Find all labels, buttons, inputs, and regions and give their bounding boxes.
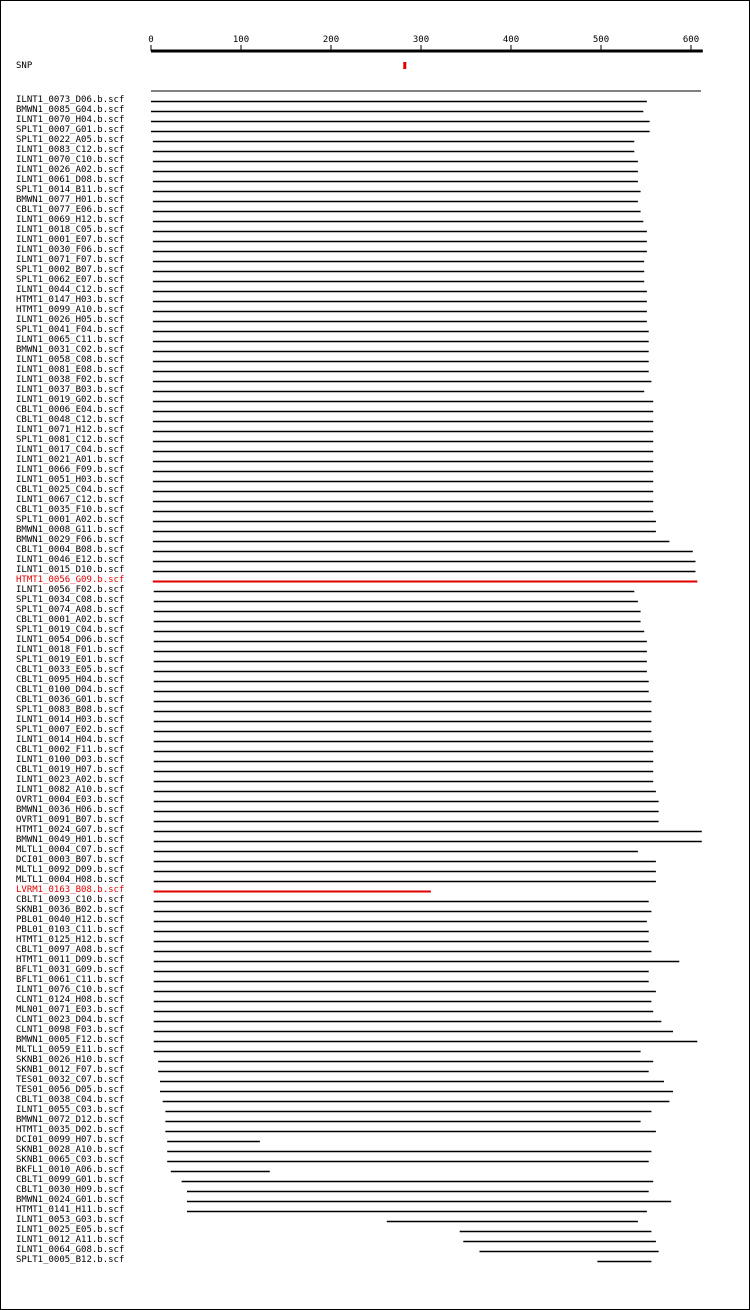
read-label: ILNT1_0083_C12.b.scf [16, 145, 125, 155]
read-label: SPLT1_0007_G01.b.scf [16, 125, 125, 135]
read-label: HTMT1_0125_H12.b.scf [16, 935, 125, 945]
read-label: ILNT1_0046_E12.b.scf [16, 555, 125, 565]
read-label: HTMT1_0141_H11.b.scf [16, 1205, 125, 1215]
read-label: CBLT1_0001_A02.b.scf [16, 615, 125, 625]
read-label: ILNT1_0073_D06.b.scf [16, 95, 125, 105]
read-label: ILNT1_0053_G03.b.scf [16, 1215, 125, 1225]
read-label: ILNT1_0100_D03.b.scf [16, 755, 125, 765]
read-label: DCI01_0099_H07.b.scf [16, 1135, 125, 1145]
read-label: CBLT1_0095_H04.b.scf [16, 675, 125, 685]
read-label: SKNB1_0036_B02.b.scf [16, 905, 125, 915]
read-label: ILNT1_0026_A02.b.scf [16, 165, 125, 175]
read-label: ILNT1_0038_F02.b.scf [16, 375, 125, 385]
read-label: SPLT1_0083_B08.b.scf [16, 705, 125, 715]
read-label: ILNT1_0023_A02.b.scf [16, 775, 125, 785]
read-label: ILNT1_0064_G08.b.scf [16, 1245, 125, 1255]
read-label: ILNT1_0026_H05.b.scf [16, 315, 125, 325]
read-label: SPLT1_0074_A08.b.scf [16, 605, 125, 615]
read-label: BMWN1_0036_H06.b.scf [16, 805, 125, 815]
read-label: BMWN1_0008_G11.b.scf [16, 525, 125, 535]
axis-tick-label: 500 [592, 35, 610, 45]
read-label: ILNT1_0069_H12.b.scf [16, 215, 125, 225]
read-label: ILNT1_0014_H04.b.scf [16, 735, 125, 745]
read-label: CBLT1_0100_D04.b.scf [16, 685, 125, 695]
read-label: SPLT1_0005_B12.b.scf [16, 1255, 125, 1265]
read-label: BMWN1_0072_D12.b.scf [16, 1115, 125, 1125]
read-label: CBLT1_0077_E06.b.scf [16, 205, 125, 215]
read-label: ILNT1_0081_E08.b.scf [16, 365, 125, 375]
read-label: CBLT1_0038_C04.b.scf [16, 1095, 125, 1105]
read-label: ILNT1_0044_C12.b.scf [16, 285, 125, 295]
read-label: HTMT1_0035_D02.b.scf [16, 1125, 125, 1135]
read-label: BFLT1_0031_G09.b.scf [16, 965, 125, 975]
read-label: CBLT1_0033_E05.b.scf [16, 665, 125, 675]
read-label: HTMT1_0011_D09.b.scf [16, 955, 125, 965]
read-label: PBL01_0040_H12.b.scf [16, 915, 125, 925]
read-label: BMWN1_0029_F06.b.scf [16, 535, 125, 545]
read-label: SPLT1_0022_A05.b.scf [16, 135, 125, 145]
read-label: BMWN1_0005_F12.b.scf [16, 1035, 125, 1045]
read-label: CBLT1_0006_E04.b.scf [16, 405, 125, 415]
read-label: ILNT1_0012_A11.b.scf [16, 1235, 125, 1245]
read-label: SKNB1_0026_H10.b.scf [16, 1055, 125, 1065]
read-label: HTMT1_0024_G07.b.scf [16, 825, 125, 835]
read-label: BMWN1_0077_H01.b.scf [16, 195, 125, 205]
axis-tick-label: 400 [502, 35, 520, 45]
read-label: SPLT1_0002_B07.b.scf [16, 265, 125, 275]
read-label: ILNT1_0001_E07.b.scf [16, 235, 125, 245]
read-label: SPLT1_0001_A02.b.scf [16, 515, 125, 525]
axis-tick-label: 100 [232, 35, 250, 45]
read-label: OVRT1_0004_E03.b.scf [16, 795, 125, 805]
read-label: BFLT1_0061_C11.b.scf [16, 975, 125, 985]
read-label: BMWN1_0031_C02.b.scf [16, 345, 125, 355]
read-label: ILNT1_0019_G02.b.scf [16, 395, 125, 405]
read-label: ILNT1_0058_C08.b.scf [16, 355, 125, 365]
read-label: CBLT1_0048_C12.b.scf [16, 415, 125, 425]
read-label: MLTL1_0092_D09.b.scf [16, 865, 125, 875]
read-label: MLN01_0071_E03.b.scf [16, 1005, 125, 1015]
read-label: ILNT1_0018_C05.b.scf [16, 225, 125, 235]
read-label: CBLT1_0036_G01.b.scf [16, 695, 125, 705]
read-label: BKFL1_0010_A06.b.scf [16, 1165, 125, 1175]
read-label: SPLT1_0081_C12.b.scf [16, 435, 125, 445]
read-label: SPLT1_0019_E01.b.scf [16, 655, 125, 665]
read-label: ILNT1_0017_C04.b.scf [16, 445, 125, 455]
read-label: SPLT1_0019_C04.b.scf [16, 625, 125, 635]
read-label: TES01_0032_C07.b.scf [16, 1075, 125, 1085]
read-label: SPLT1_0041_F04.b.scf [16, 325, 125, 335]
read-label: CBLT1_0093_C10.b.scf [16, 895, 125, 905]
read-label: ILNT1_0066_F09.b.scf [16, 465, 125, 475]
read-label: SPLT1_0007_E02.b.scf [16, 725, 125, 735]
read-label: HTMT1_0056_G09.b.scf [16, 575, 125, 585]
read-label: DCI01_0003_B07.b.scf [16, 855, 125, 865]
read-label: ILNT1_0015_D10.b.scf [16, 565, 125, 575]
read-label: ILNT1_0071_H12.b.scf [16, 425, 125, 435]
read-label: MLTL1_0059_E11.b.scf [16, 1045, 125, 1055]
read-label: BMWN1_0049_H01.b.scf [16, 835, 125, 845]
read-label: SPLT1_0034_C08.b.scf [16, 595, 125, 605]
read-label: ILNT1_0030_F06.b.scf [16, 245, 125, 255]
read-label: SKNB1_0012_F07.b.scf [16, 1065, 125, 1075]
read-label: ILNT1_0025_E05.b.scf [16, 1225, 125, 1235]
snp-track [151, 62, 701, 91]
read-label: ILNT1_0076_C10.b.scf [16, 985, 125, 995]
axis-tick-label: 600 [682, 35, 700, 45]
read-label: LVRM1_0163_B08.b.scf [16, 885, 125, 895]
read-label: CBLT1_0002_F11.b.scf [16, 745, 125, 755]
read-label: ILNT1_0067_C12.b.scf [16, 495, 125, 505]
snp-marker [403, 62, 406, 69]
read-label: CBLT1_0030_H09.b.scf [16, 1185, 125, 1195]
read-label: BMWN1_0085_G04.b.scf [16, 105, 125, 115]
read-label: OVRT1_0091_B07.b.scf [16, 815, 125, 825]
read-label: ILNT1_0054_D06.b.scf [16, 635, 125, 645]
read-label: CBLT1_0004_B08.b.scf [16, 545, 125, 555]
read-label: TES01_0056_D05.b.scf [16, 1085, 125, 1095]
read-label: MLTL1_0004_H08.b.scf [16, 875, 125, 885]
axis-tick-label: 200 [322, 35, 340, 45]
read-label: SPLT1_0014_B11.b.scf [16, 185, 125, 195]
read-label: ILNT1_0071_F07.b.scf [16, 255, 125, 265]
read-label: HTMT1_0147_H03.b.scf [16, 295, 125, 305]
read-label: CBLT1_0019_H07.b.scf [16, 765, 125, 775]
read-label: HTMT1_0099_A10.b.scf [16, 305, 125, 315]
read-label: CBLT1_0035_F10.b.scf [16, 505, 125, 515]
read-label: SKNB1_0028_A10.b.scf [16, 1145, 125, 1155]
read-label: CLNT1_0098_F03.b.scf [16, 1025, 125, 1035]
read-label: ILNT1_0014_H03.b.scf [16, 715, 125, 725]
position-axis [148, 35, 703, 51]
snp-track-label: SNP [16, 61, 33, 71]
read-label: ILNT1_0021_A01.b.scf [16, 455, 125, 465]
read-label: ILNT1_0051_H03.b.scf [16, 475, 125, 485]
axis-tick-label: 0 [148, 35, 154, 45]
read-label: BMWN1_0024_G01.b.scf [16, 1195, 125, 1205]
read-label: MLTL1_0004_C07.b.scf [16, 845, 125, 855]
read-label: SKNB1_0065_C03.b.scf [16, 1155, 125, 1165]
read-label: ILNT1_0070_H04.b.scf [16, 115, 125, 125]
read-label: PBL01_0103_C11.b.scf [16, 925, 125, 935]
read-label: ILNT1_0037_B03.b.scf [16, 385, 125, 395]
read-label: CBLT1_0025_C04.b.scf [16, 485, 125, 495]
read-label: ILNT1_0056_F02.b.scf [16, 585, 125, 595]
read-label: CLNT1_0124_H08.b.scf [16, 995, 125, 1005]
read-label: CBLT1_0097_A08.b.scf [16, 945, 125, 955]
read-label: ILNT1_0061_D08.b.scf [16, 175, 125, 185]
read-label: ILNT1_0018_F01.b.scf [16, 645, 125, 655]
read-label: CLNT1_0023_D04.b.scf [16, 1015, 125, 1025]
read-label: ILNT1_0070_C10.b.scf [16, 155, 125, 165]
read-bars [151, 102, 702, 1262]
read-label: CBLT1_0099_G01.b.scf [16, 1175, 125, 1185]
read-label: ILNT1_0065_C11.b.scf [16, 335, 125, 345]
read-label: ILNT1_0055_C03.b.scf [16, 1105, 125, 1115]
read-label: SPLT1_0062_E07.b.scf [16, 275, 125, 285]
axis-tick-label: 300 [412, 35, 430, 45]
read-label: ILNT1_0082_A10.b.scf [16, 785, 125, 795]
